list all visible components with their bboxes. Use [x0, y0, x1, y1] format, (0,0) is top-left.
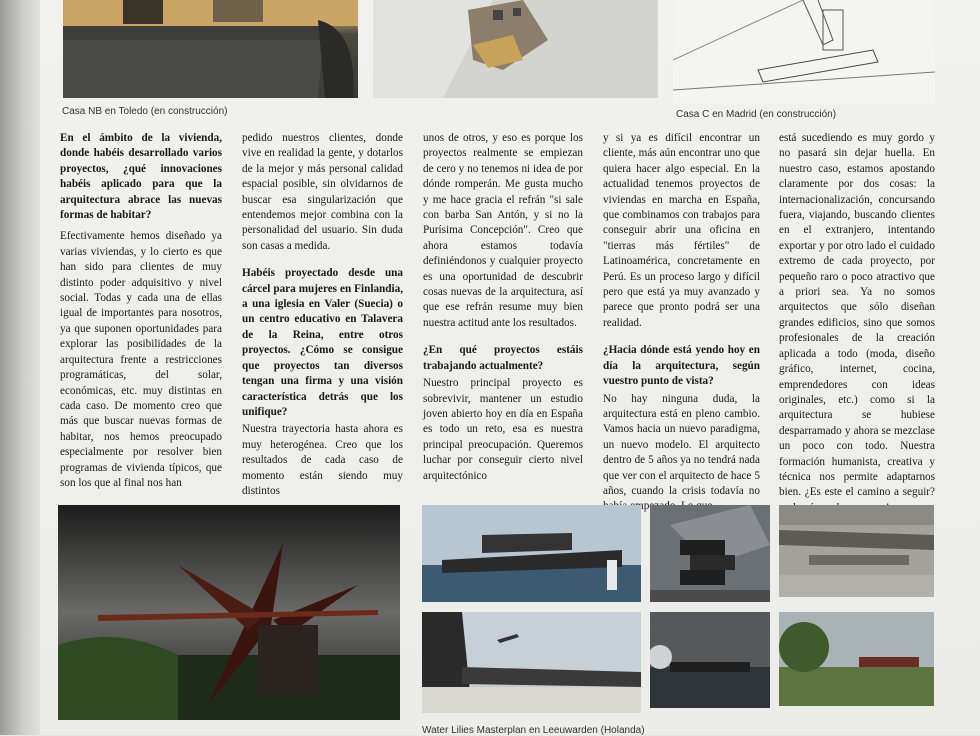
- casa-c-plan: [673, 0, 935, 103]
- ruins-render: [779, 505, 934, 597]
- text-column-2: [242, 131, 403, 511]
- answer-1-continued: pedido nuestros clientes, donde vive en realidad la gente, y dotarlos de la mejor y más personal calidad espacial posible, sin olvidarnos de buscar esa singularización que entendemos mejor combina con la personalidad del usuario. Sin duda son casas a medida.: [242, 132, 403, 252]
- casa-nb-photo: [63, 0, 358, 98]
- text-column-5: [779, 131, 935, 528]
- tower-render: [650, 505, 770, 602]
- sculpture-render-image: [58, 505, 400, 720]
- answer-2: Nuestra trayectoria hasta ahora es muy heterogénea. Creo que los resultados de cada caso de momento están siendo muy distintos: [242, 423, 403, 497]
- text-column-3: [423, 131, 583, 496]
- water-lilies-render-1: [422, 505, 641, 602]
- question-2: Habéis proyectado desde una cárcel para mujeres en Finlandia, a una iglesia en Valer (Suecia) o un centro educativo en Talavera de la Reina, entre otros proyectos. ¿Cómo se consigue que proyectos tan diversos tengan una firma y una visión característica detrás que los unifique?: [242, 267, 403, 418]
- sculpture-render: [58, 505, 400, 720]
- water-lilies-caption: Water Lilies Masterplan en Leeuwarden (Holanda): [422, 725, 645, 736]
- text-column-4: [603, 131, 760, 527]
- answer-3: Nuestro principal proyecto es sobrevivir, mantener un estudio joven abierto hoy en día en España es todo un reto, esa es nuestra principal preocupación. Queremos luchar por conseguir cierto nivel arquitectónico: [423, 377, 583, 482]
- casa-nb-caption: Casa NB en Toledo (en construcción): [62, 106, 228, 117]
- casa-nb-image: [63, 0, 358, 98]
- casa-c-drawing: [673, 0, 935, 103]
- water-lilies-image-1: [422, 505, 641, 602]
- question-4: ¿Hacia dónde está yendo hoy en día la arquitectura, según vuestro punto de vista?: [603, 344, 760, 388]
- answer-1: Efectivamente hemos diseñado ya varias viviendas, y lo cierto es que han sido para clientes de muy distinto poder adquisitivo y nivel social. Todas y cada una de ellas igual de importantes para nosotros, ya que suponen oportunidades para explorar las posibilidades de la arquitectura frente a restricciones programáticas, del solar, económicas, etc. muy distintas en cada caso. De momento creo que más que buscar nuevas formas de habitar, nos hemos preocupado especialmente por resolver bien programas de vivienda típicos, que son los que al final nos han: [60, 230, 222, 489]
- water-lilies-image-2: [422, 612, 641, 713]
- answer-2-continued: unos de otros, y eso es porque los proyectos realmente se empiezan de cero y no tenemos ni idea de por dónde romperán. Me gusta mucho y me hace gracia el refrán "si sale con barba San Antón, y si no la Purísima Concepción". Creo que ahora estamos todavía definiéndonos y cualquier proyecto es una oportunidad de descubrir cosas nuevas de la arquitectura, así que ese refrán resume muy bien nuestra actitud ante los resultados.: [423, 132, 583, 329]
- lake-render: [650, 612, 770, 708]
- ruins-image: [779, 505, 934, 597]
- question-1: En el ámbito de la vivienda, donde habéis desarrollado varios proyectos, ¿qué innovaciones habéis aplicado para que la arquitectura abrace las nuevas formas de habitar?: [60, 132, 222, 222]
- site-plan-photo: [373, 0, 658, 98]
- park-image: [779, 612, 934, 706]
- answer-4-continued: está sucediendo es muy gordo y no pasará sin dejar huella. En nuestro caso, estamos apostando claramente por dos cosas: la internacionalización, concursando fuera, viajando, buscando clientes en el extranjero, intentando exportar y por otro lado el cuidado extremo de cada proyecto, por pequeño raro o poco atractivo que a priori sea. Ya no somos arquitectos que sólo diseñan grandes edificios, sino que somos profesionales de la creación aplicada a todo (moda, diseño gráfico, internet, cocina, emprendedores con ideas originales, etc.) como si la arquitectura se hubiese desparramado y ahora se mezclase un poco con todo. Nuestra formación humanista, creativa y técnica nos permite adaptarnos bien. ¿Es este el camino a seguir?: [779, 132, 935, 499]
- tower-image: [650, 505, 770, 602]
- water-lilies-render-2: [422, 612, 641, 713]
- question-3: ¿En qué proyectos estáis trabajando actualmente?: [423, 344, 583, 372]
- text-column-1: [60, 131, 222, 503]
- answer-4: No hay ninguna duda, la arquitectura está en pleno cambio. Vamos hacia un nuevo paradigma, un nuevo modelo. El arquitecto dentro de 5 años ya no tendrá nada que ver con el arquitecto de hace 5 años, cuando la crisis todavía no: [603, 392, 760, 497]
- park-render: [779, 612, 934, 706]
- page-gutter: [0, 0, 40, 735]
- site-plan-image: [373, 0, 658, 98]
- answer-3-continued: y si ya es difícil encontrar un cliente, más aún encontrar uno que quiera hacer algo especial. En la actualidad tenemos proyectos de viviendas en marcha en España, que combinamos con trabajos para conseguir abrir una oficina en "tierras más fértiles" de Latinoamérica, concretamente en Perú. Es un proceso largo y difícil pero que está ya muy avanzado y parece que pronto podrá ser una realidad.: [603, 132, 760, 329]
- lake-image: [650, 612, 770, 708]
- casa-c-caption: Casa C en Madrid (en construcción): [676, 109, 837, 120]
